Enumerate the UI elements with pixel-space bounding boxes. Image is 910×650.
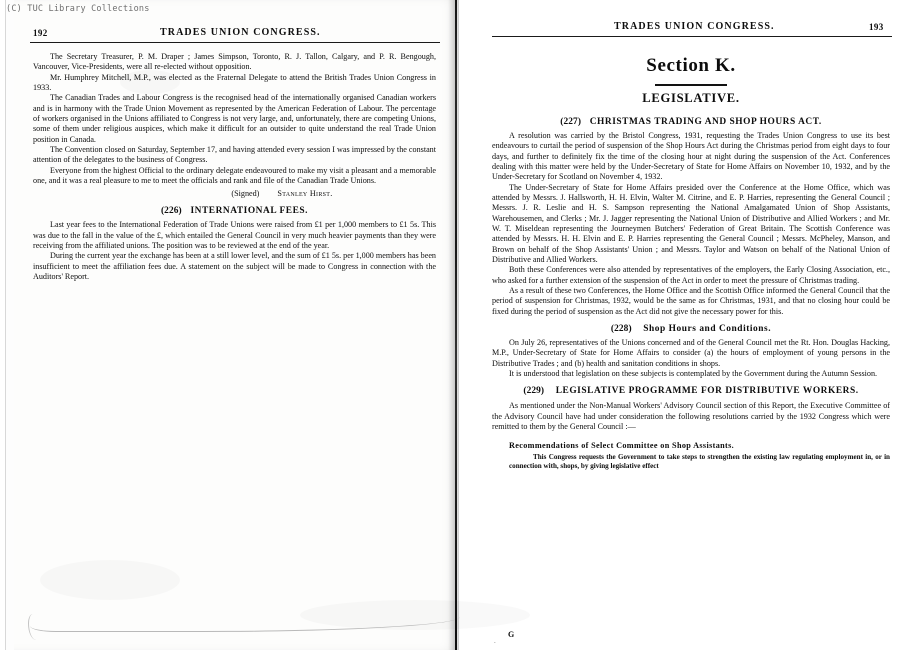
left-running-head: TRADES UNION CONGRESS. (160, 27, 321, 38)
section-number: (229) (523, 386, 545, 397)
scan-left-edge (0, 0, 6, 650)
paragraph: Both these Conferences were also attended by representatives of the employers, the Early Closing Association, etc., who asked for a further extension of the suspension of the Act in order to meet the pressure of Christmas trading. (492, 265, 890, 285)
paragraph: The Convention closed on Saturday, September 17, and having attended every session I was impressed by the constant attention of the delegates to the business of Congress. (33, 145, 436, 165)
section-heading-229 (492, 386, 890, 398)
paragraph: As a result of these two Conferences, the Home Office and the Scottish Office informed the General Council that the period of suspension for Christmas, 1932, would be the same as for Christmas, 1931, and that no closing hour could be fixed during the period of suspension as the Act did not give the necessary power for this. (492, 286, 890, 316)
section-heading-227 (492, 117, 890, 127)
section-heading-226 (33, 206, 436, 216)
right-page-number: 193 (869, 22, 884, 32)
right-running-head: TRADES UNION CONGRESS. (614, 21, 775, 32)
scan-speck: . (494, 637, 496, 645)
paragraph: During the current year the exchange has been at a still lower level, and the sum of £1 5s. per 1,000 members has been insufficient to meet the affiliation fees due. A statement on the subject will be made to Congress in connection with the Auditors' Report. (33, 251, 436, 281)
book-spine-line (455, 0, 457, 650)
signed-label: (Signed) (231, 188, 260, 198)
left-page-number: 192 (33, 28, 48, 38)
left-header-rule (30, 42, 440, 43)
paragraph: A resolution was carried by the Bristol Congress, 1931, requesting the Trades Union Congress to use its best endeavours to curtail the period of suspension of the Shop Hours Act during the Christmas period from eight days to four days, and further to definitely fix the time of the closing hour at night during the suspension of the Act. Conferences dealing with this matter were held by the Under-Secretary of State for Home Affairs on November 10, 1932, and by the Under-Secretary for Scotland on November 4, 1932. (492, 130, 890, 182)
library-watermark: (C) TUC Library Collections (6, 4, 150, 14)
recommendations-subhead: Recommendations of Select Committee on Shop Assistants. (509, 441, 735, 451)
section-title: CHRISTMAS TRADING AND SHOP HOURS ACT. (589, 117, 822, 127)
signatory-name: Stanley Hirst. (277, 188, 333, 198)
right-header-rule (492, 36, 892, 37)
section-number: (228) (610, 324, 632, 335)
paragraph: Last year fees to the International Federation of Trade Unions were raised from £1 per 1,000 members to £1 5s. This was due to the fall in the value of the £, which entailed the General Council in very much heavier payments than they were receiving from the affiliated unions. The position was to be reviewed at the end of the year. (33, 220, 436, 250)
section-number: (226) (160, 206, 182, 217)
resolution-quote: This Congress requests the Government to take steps to strengthen the existing law regulating employment in, or in connection with, shops, by giving legislative effect (509, 453, 890, 471)
page-bottom-edge (30, 617, 460, 632)
paragraph: Everyone from the highest Official to the ordinary delegate endeavoured to make my visit a pleasant and a memorable one, and it was a real pleasure to me to meet the officials and rank and file of the Canadian Trade Unions. (33, 165, 436, 186)
paragraph: Mr. Humphrey Mitchell, M.P., was elected as the Fraternal Delegate to attend the British Trades Union Congress in 1933. (33, 72, 436, 93)
section-k-title: Section K. (646, 55, 736, 76)
section-title: LEGISLATIVE PROGRAMME FOR DISTRIBUTIVE WORKERS. (555, 386, 859, 397)
section-title: INTERNATIONAL FEES. (190, 206, 309, 217)
section-heading-228 (492, 324, 890, 334)
signature-mark: G (508, 630, 515, 639)
left-page-text-column (33, 52, 436, 282)
section-k-underrule (655, 84, 727, 86)
signature-line (33, 189, 436, 199)
paragraph: As mentioned under the Non-Manual Workers' Advisory Council section of this Report, the Executive Committee of the Advisory Council have had under consideration the following resolutions carried by the 1932 Congress which were remitted to them by the General Council :— (492, 401, 890, 431)
section-number: (227) (560, 117, 582, 127)
paragraph: It is understood that legislation on these subjects is contemplated by the Government during the Autumn Session. (509, 368, 878, 378)
section-title: Shop Hours and Conditions. (643, 324, 772, 335)
page-corner-edge (28, 614, 41, 640)
paragraph: The Under-Secretary of State for Home Affairs presided over the Conference at the Home Office, which was attended by Messrs. J. Hallsworth, H. H. Elvin, Walter M. Citrine, and E. P. Harries, representing the General Council ; Messrs. J. R. Leslie and H. S. Sampson representing the National Amalgamated Union of Shop Assistants, Warehousemen, and Clerks ; Mr. J. Jagger representing the National Union of Distributive and Allied Workers ; and Mr. W. T. Miseldean representing the Journeymen Butchers' Federation of Great Britain. The Scottish Conference was attended by Messrs. H. H. Elvin and E. P. Harries representing the General Council ; Messrs. McPheley, Manson, and Brown on behalf of the Shop Assistants' Union ; and Messrs. Taylor and Watson on behalf of the National Union of Distributive and Allied Workers. (492, 182, 890, 264)
paragraph: On July 26, representatives of the Unions concerned and of the General Council met the Rt. Hon. Douglas Hacking, M.P., Under-Secretary of State for Home Affairs to consider (a) the hours of employment of young persons in the Distributive Trades ; and (b) health and sanitation conditions in shops. (492, 337, 890, 368)
paragraph: The Secretary Treasurer, P. M. Draper ; James Simpson, Toronto, R. J. Tallon, Calgary, and P. R. Bengough, Vancouver, Vice-Presidents, were all re-elected without opposition. (33, 52, 436, 72)
right-page-text-column (492, 110, 890, 471)
section-k-subtitle: LEGISLATIVE. (642, 91, 740, 105)
paragraph: The Canadian Trades and Labour Congress is the recognised head of the internationally organised Canadian workers and is in harmony with the Trade Union Movement as represented by the American Federation of Labour. The percentage of workers organised in the Unions affiliated to Congress is not very large, and, unfortunately, there are competing Unions, some of them under religious auspices, which make it difficult for an outsider to quite understand the real Trade Union position in Canada. (33, 93, 436, 144)
